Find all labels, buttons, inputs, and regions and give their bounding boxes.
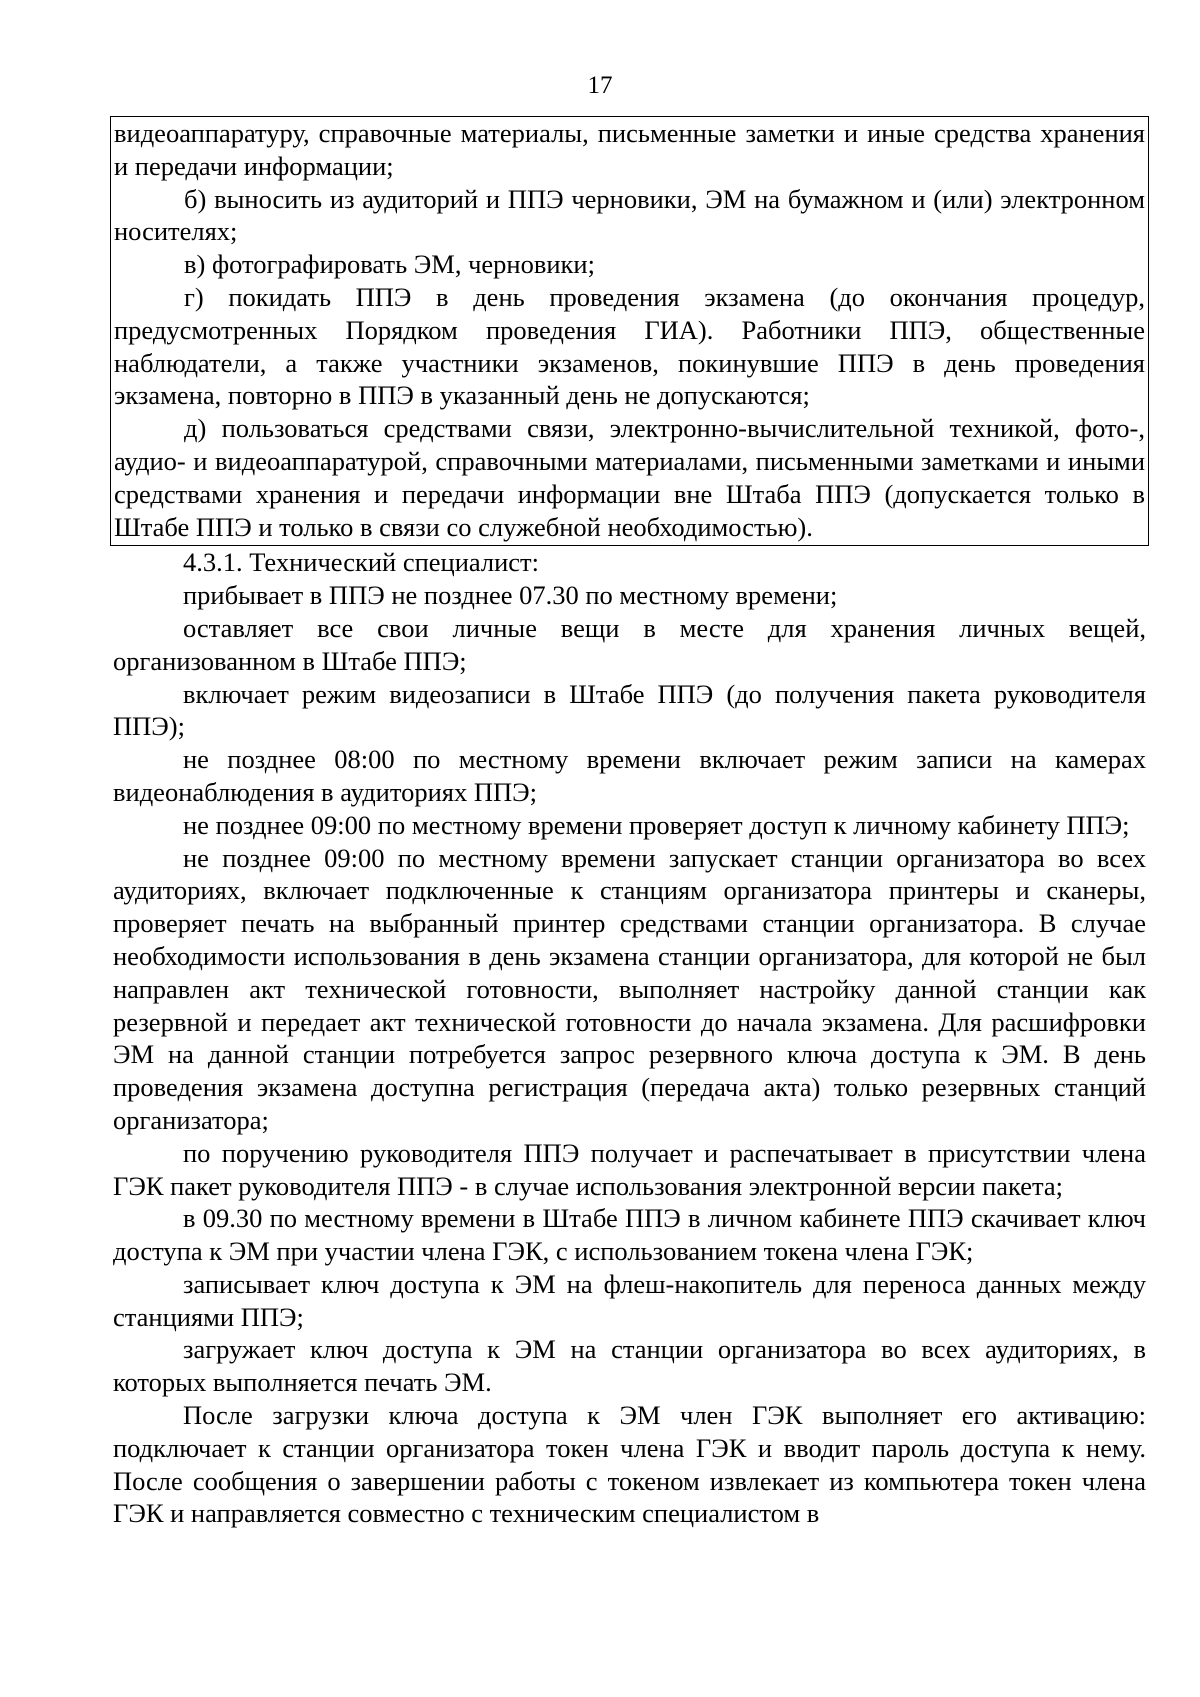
paragraph: оставляет все свои личные вещи в месте для хранения личных вещей, организованном в Штабе ППЭ; (113, 612, 1146, 676)
boxed-paragraph: видеоаппаратуру, справочные материалы, письменные заметки и иные средства хранения и передачи информации; (114, 118, 1145, 181)
paragraph: по поручению руководителя ППЭ получает и распечатывает в присутствии члена ГЭК пакет руководителя ППЭ - в случае использования электронной версии пакета; (113, 1137, 1146, 1201)
paragraph: прибывает в ППЭ не позднее 07.30 по местному времени; (183, 580, 838, 611)
document-body (113, 116, 1146, 1530)
boxed-paragraph: в) фотографировать ЭМ, черновики; (184, 249, 595, 280)
boxed-section (110, 116, 1149, 546)
boxed-paragraph: д) пользоваться средствами связи, электронно-вычислительной техникой, фото-, аудио- и видеоаппаратурой, справочными материалами, письменными заметками и иными средствами хранения и передачи информации вне Штаба ППЭ (допускается только в Штабе ППЭ и только в связи со служебной необходимостью). (114, 413, 1145, 542)
paragraph: в 09.30 по местному времени в Штабе ППЭ в личном кабинете ППЭ скачивает ключ доступа к ЭМ при участии члена ГЭК, с использованием токена члена ГЭК; (113, 1203, 1146, 1267)
paragraph: не позднее 09:00 по местному времени проверяет доступ к личному кабинету ППЭ; (183, 809, 1130, 840)
section-heading: 4.3.1. Технический специалист: (183, 547, 540, 578)
boxed-paragraph: г) покидать ППЭ в день проведения экзамена (до окончания процедур, предусмотренных Порядком проведения ГИА). Работники ППЭ, общественные наблюдатели, а также участники экзаменов, покинувшие ППЭ в день проведения экзамена, повторно в ППЭ в указанный день не допускаются; (114, 281, 1145, 411)
boxed-paragraph: б) выносить из аудиторий и ППЭ черновики, ЭМ на бумажном и (или) электронном носителях; (114, 183, 1145, 247)
paragraph: загружает ключ доступа к ЭМ на станции организатора во всех аудиториях, в которых выполняется печать ЭМ. (113, 1334, 1146, 1398)
paragraph: записывает ключ доступа к ЭМ на флеш-накопитель для переноса данных между станциями ППЭ; (113, 1268, 1146, 1332)
paragraph: не позднее 09:00 по местному времени запускает станции организатора во всех аудиториях, включает подключенные к станциям организатора принтеры и сканеры, проверяет печать на выбранный принтер средствами станции организатора. В случае необходимости использования в день экзамена станции организатора, для которой не был направлен акт технической готовности, выполняет настройку данной станции как резервной и передает акт технической готовности до начала экзамена. Для расшифровки ЭМ на данной станции потребуется запрос резервного ключа доступа к ЭМ. В день проведения экзамена доступна регистрация (передача акта) только резервных станций организатора; (113, 842, 1146, 1135)
paragraph: не позднее 08:00 по местному времени включает режим записи на камерах видеонаблюдения в аудиториях ППЭ; (113, 744, 1146, 807)
paragraph: После загрузки ключа доступа к ЭМ член ГЭК выполняет его активацию: подключает к станции организатора токен члена ГЭК и вводит пароль доступа к нему. После сообщения о завершении работы с токеном извлекает из компьютера токен члена ГЭК и направляется совместно с техническим специалистом в (113, 1400, 1146, 1529)
paragraph: включает режим видеозаписи в Штабе ППЭ (до получения пакета руководителя ППЭ); (113, 678, 1146, 742)
page-number: 17 (587, 72, 613, 99)
